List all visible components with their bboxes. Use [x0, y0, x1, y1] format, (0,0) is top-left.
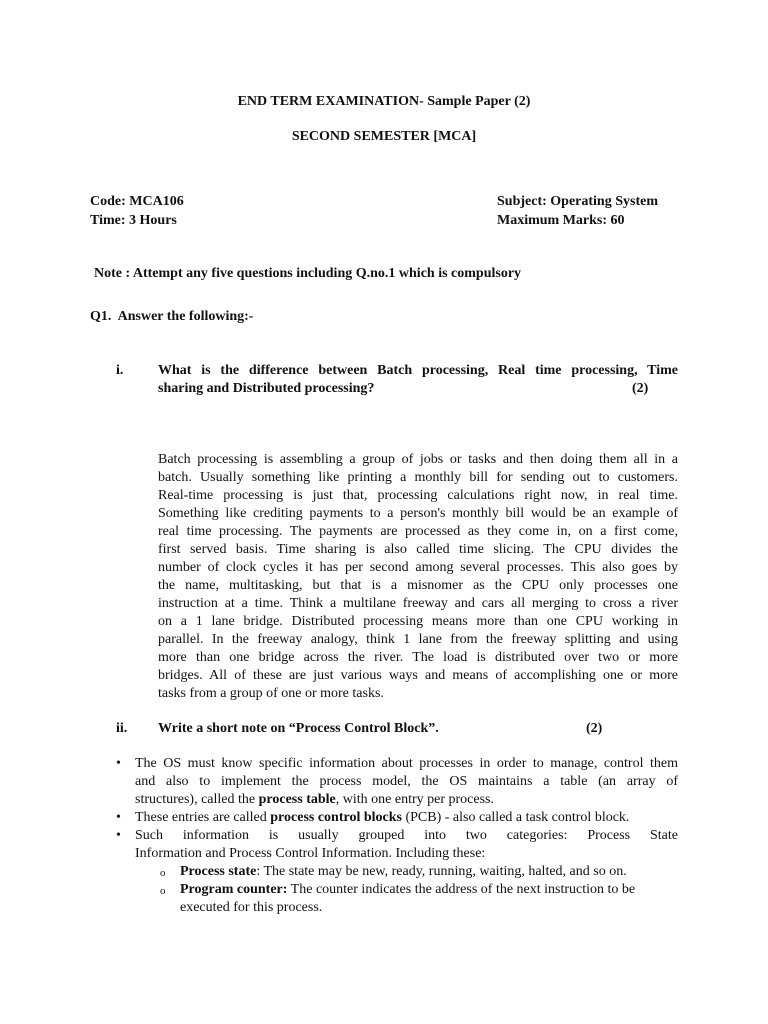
sub-bullet-program-counter — [180, 881, 635, 917]
answer-line: parallel. In the freeway analogy, think 1 lane from the freeway splitting and using — [158, 632, 678, 647]
q1-label — [90, 308, 253, 326]
sub-bullet-process-state — [180, 863, 627, 881]
process-table-term: process table — [258, 792, 336, 807]
program-counter-term: Program counter: — [180, 882, 288, 897]
q1-text: Answer the following:- — [117, 309, 254, 324]
qi-question-line2: sharing and Distributed processing? — [158, 381, 375, 396]
sub-bullet-marker: o — [160, 867, 166, 879]
pcb-term: process control blocks — [270, 810, 402, 825]
answer-line: the name, multitasking, but that is a misnomer as the CPU only processes one — [158, 578, 678, 593]
qii-marks: (2) — [586, 721, 603, 736]
bullet-text: , with one entry per process. — [335, 792, 494, 807]
bullet-marker: • — [116, 810, 121, 825]
pcb-bullet-3 — [135, 827, 678, 863]
bullet-marker: • — [116, 828, 121, 843]
q1-number: Q1. — [90, 309, 112, 324]
sub-bullet-line — [180, 881, 635, 899]
answer-line: number of clock cycles it has per second among several processes. This also goes by — [158, 560, 678, 575]
bullet-line: Such information is usually grouped into two categories: Process State — [135, 828, 678, 843]
answer-line: batch. Usually something like printing a monthly bill for sending out to customers. — [158, 470, 678, 485]
exam-time: Time: 3 Hours — [90, 213, 177, 228]
answer-line: more than one bridge across the river. The load is distributed over two or more — [158, 650, 678, 665]
bullet-line: Information and Process Control Information. Including these: — [135, 846, 486, 861]
exam-note: Note : Attempt any five questions including Q.no.1 which is compulsory — [94, 266, 522, 281]
sub-bullet-marker: o — [160, 885, 166, 897]
answer-line: instruction at a time. Think a multilane freeway and cars all merging to cross a river — [158, 596, 678, 611]
maximum-marks: Maximum Marks: 60 — [497, 213, 625, 228]
qii-number: ii. — [116, 721, 128, 736]
semester-title: SECOND SEMESTER [MCA] — [291, 129, 477, 144]
answer-line: first served basis. Time sharing is also called time slicing. The CPU divides the — [158, 542, 678, 557]
qi-answer — [158, 451, 678, 703]
qi-marks: (2) — [632, 381, 649, 396]
pcb-bullet-1 — [135, 755, 678, 809]
sub-bullet-text: The counter indicates the address of the next instruction to be — [287, 882, 636, 897]
course-code: Code: MCA106 — [90, 194, 184, 209]
bullet-line — [135, 791, 678, 809]
bullet-text: (PCB) - also called a task control block. — [401, 810, 630, 825]
answer-line: Real-time processing is just that, processing calculations right now, in real time. — [158, 488, 678, 503]
answer-line: on a 1 lane bridge. Distributed processing means more than one CPU working in — [158, 614, 678, 629]
bullet-text: These entries are called — [135, 810, 271, 825]
answer-line: real time processing. The payments are processed as they come in, on a first come, — [158, 524, 678, 539]
exam-title: END TERM EXAMINATION- Sample Paper (2) — [237, 94, 531, 109]
bullet-marker: • — [116, 756, 121, 771]
subject-name: Subject: Operating System — [497, 194, 658, 209]
answer-line: tasks from a group of one or more tasks. — [158, 686, 384, 701]
sub-bullet-line: executed for this process. — [180, 900, 323, 915]
bullet-text: structures), called the — [135, 792, 259, 807]
process-state-term: Process state — [180, 864, 257, 879]
pcb-bullet-2 — [135, 809, 629, 827]
qii-question: Write a short note on “Process Control Block”. — [158, 721, 439, 736]
bullet-line: and also to implement the process model, the OS maintains a table (an array of — [135, 774, 678, 789]
qi-question-line1: What is the difference between Batch processing, Real time processing, Time — [158, 363, 678, 378]
answer-line: Batch processing is assembling a group of jobs or tasks and then doing them all in a — [158, 452, 678, 467]
answer-line: bridges. All of these are just various ways and means of accomplishing one or more — [158, 668, 678, 683]
answer-line: Something like crediting payments to a person's monthly bill would be an example of — [158, 506, 678, 521]
sub-bullet-text: : The state may be new, ready, running, waiting, halted, and so on. — [256, 864, 627, 879]
qi-number: i. — [116, 363, 124, 378]
bullet-line: The OS must know specific information about processes in order to manage, control them — [135, 756, 678, 771]
